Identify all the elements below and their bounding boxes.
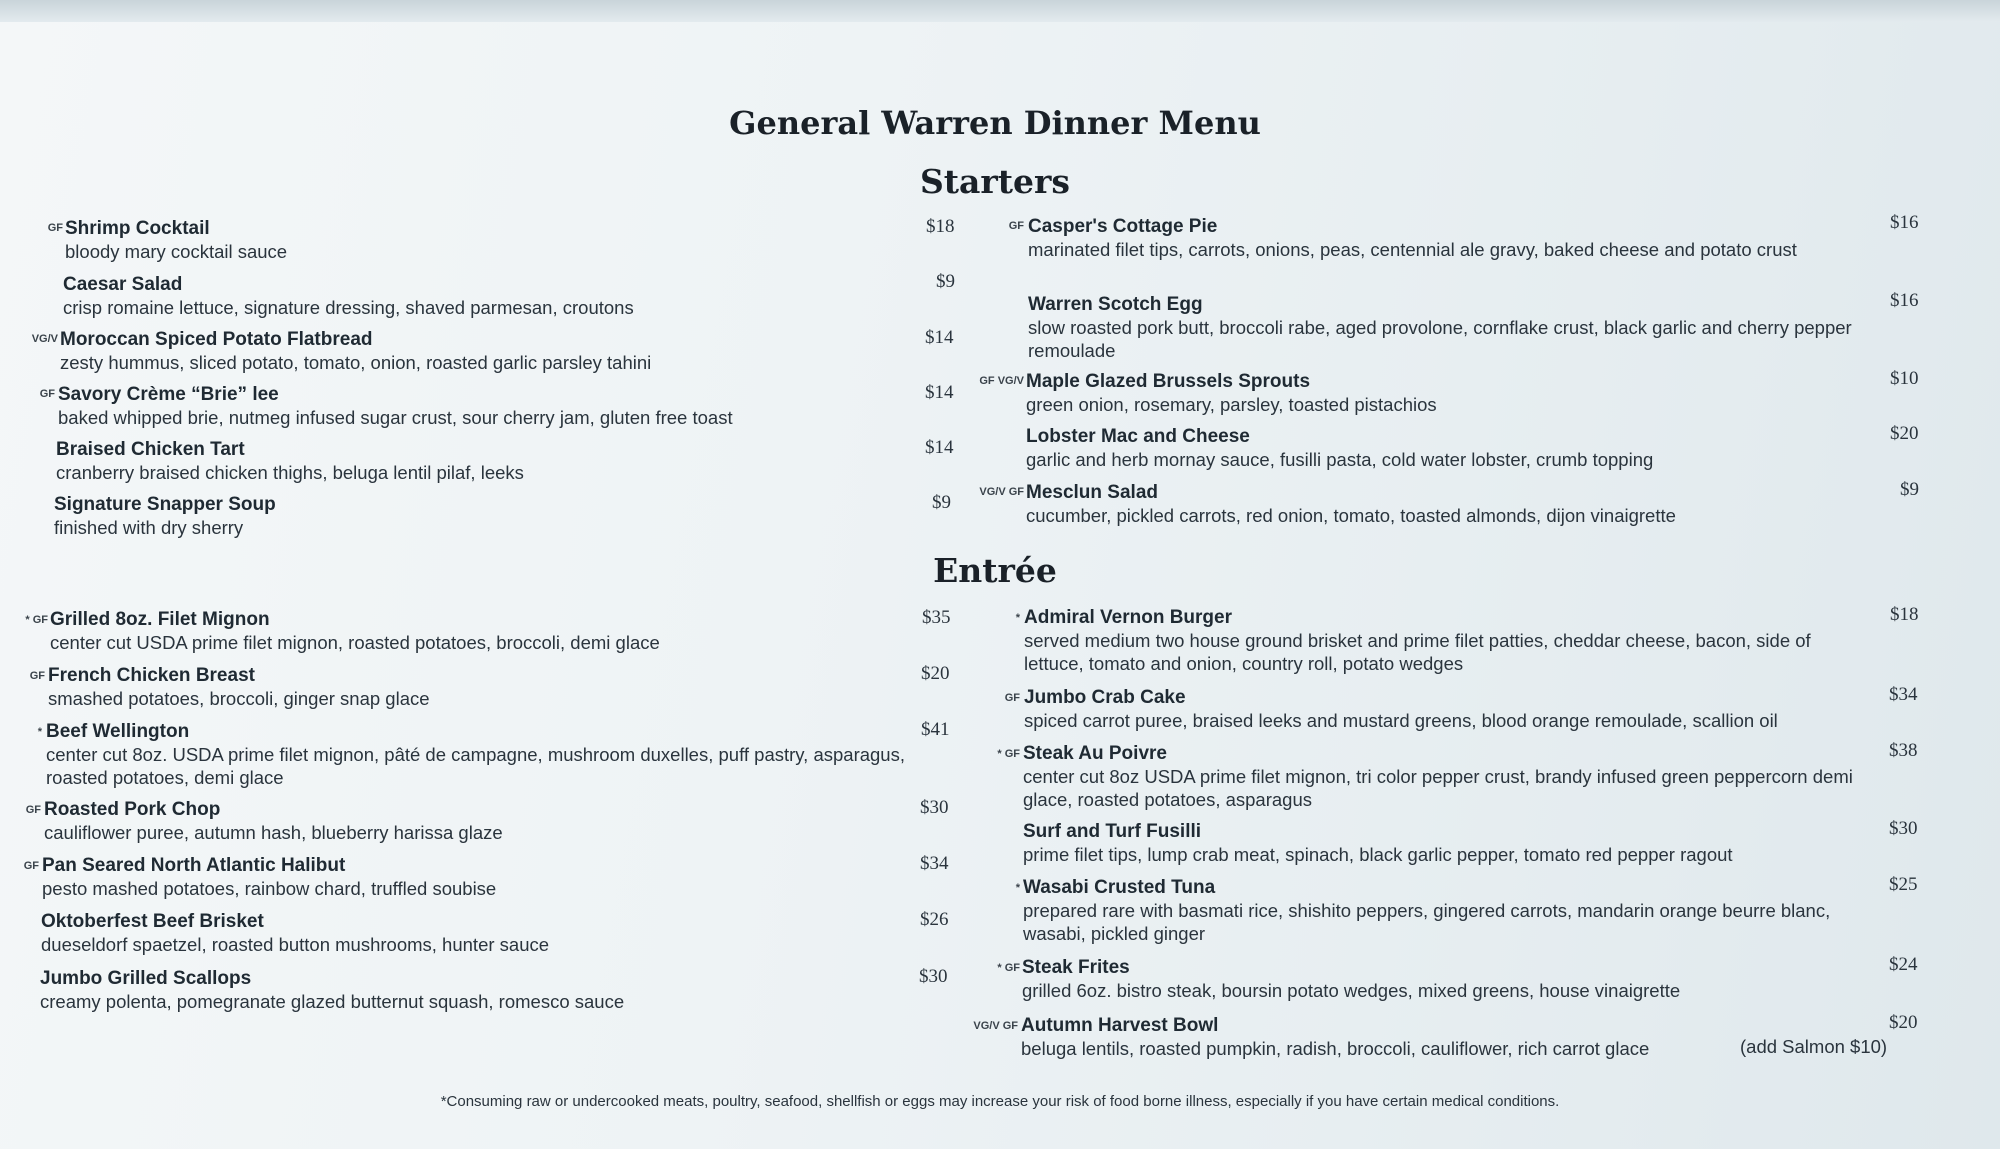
menu-item	[56, 438, 936, 484]
item-name: Jumbo Grilled Scallops	[40, 968, 252, 989]
item-description: center cut 8oz USDA prime filet mignon, tri color pepper crust, brandy infused green peppercorn demi glace, roasted potatoes, asparagus	[1023, 766, 1853, 810]
item-name: Beef Wellington	[46, 721, 190, 742]
menu-item	[1028, 293, 1868, 362]
item-name: Mesclun Salad	[1026, 482, 1158, 503]
menu-item	[46, 720, 926, 789]
menu-item	[65, 217, 945, 263]
menu-item	[1022, 956, 1862, 1002]
item-price: $9	[932, 492, 951, 513]
item-price: $26	[920, 909, 949, 930]
item-description: cauliflower puree, autumn hash, blueberry harissa glaze	[44, 822, 503, 843]
item-name: Autumn Harvest Bowl	[1021, 1015, 1219, 1036]
item-description: dueseldorf spaetzel, roasted button mushrooms, hunter sauce	[41, 934, 550, 955]
dietary-tag: VG/V GF	[979, 486, 1024, 498]
dietary-tag: * GF	[25, 614, 48, 626]
item-name: Steak Au Poivre	[1023, 743, 1167, 764]
menu-title: General Warren Dinner Menu	[729, 104, 1261, 142]
menu-item	[63, 273, 943, 319]
item-price: $30	[920, 797, 949, 818]
item-name: Surf and Turf Fusilli	[1023, 821, 1202, 842]
item-name: Roasted Pork Chop	[44, 799, 221, 820]
item-price: $14	[925, 382, 954, 403]
menu-item	[1026, 425, 1866, 471]
item-name: Shrimp Cocktail	[65, 218, 210, 239]
menu-item	[60, 328, 940, 374]
item-description: pesto mashed potatoes, rainbow chard, truffled soubise	[42, 878, 497, 899]
menu-item	[1021, 1014, 1861, 1060]
item-description: beluga lentils, roasted pumpkin, radish, broccoli, cauliflower, rich carrot glace	[1021, 1038, 1650, 1059]
item-name: Warren Scotch Egg	[1028, 294, 1203, 315]
item-price: $10	[1890, 368, 1919, 389]
dietary-tag: GF	[23, 860, 39, 872]
item-name: Admiral Vernon Burger	[1024, 607, 1232, 628]
item-description: served medium two house ground brisket and prime filet patties, cheddar cheese, bacon, side of lettuce, tomato and onion, country roll, potato wedges	[1024, 630, 1811, 674]
starters-heading: Starters	[919, 162, 1071, 201]
menu-item	[1026, 370, 1866, 416]
dietary-tag: GF	[47, 222, 63, 234]
item-name: Caesar Salad	[63, 274, 183, 295]
footnote: *Consuming raw or undercooked meats, poultry, seafood, shellfish or eggs may increase your risk of food borne illness, especially if you have certain medical conditions.	[440, 1093, 1560, 1110]
item-price: $30	[1889, 818, 1918, 839]
item-price: $14	[925, 437, 954, 458]
dietary-tag: *	[1015, 612, 1020, 624]
item-price: $18	[1890, 604, 1919, 625]
item-price: $20	[921, 663, 950, 684]
dietary-tag: GF	[25, 804, 41, 816]
item-price: $41	[921, 719, 950, 740]
dietary-tag: VG/V GF	[973, 1020, 1018, 1032]
item-price: $16	[1890, 290, 1919, 311]
item-price: $25	[1889, 874, 1918, 895]
menu-item	[54, 493, 934, 539]
item-price: $30	[919, 966, 948, 987]
item-description: garlic and herb mornay sauce, fusilli pasta, cold water lobster, crumb topping	[1026, 449, 1654, 470]
item-price: $9	[1900, 479, 1919, 500]
menu-item	[40, 967, 920, 1013]
item-name: Jumbo Crab Cake	[1024, 687, 1186, 708]
item-description: marinated filet tips, carrots, onions, peas, centennial ale gravy, baked cheese and potato crust	[1028, 239, 1797, 260]
item-price: $20	[1890, 423, 1919, 444]
menu-item	[1023, 820, 1863, 866]
menu-item	[48, 664, 928, 710]
menu-item	[44, 798, 924, 844]
item-name: Signature Snapper Soup	[54, 494, 276, 515]
item-addon: (add Salmon $10)	[1740, 1036, 1888, 1057]
item-price: $34	[920, 853, 949, 874]
paper-edge	[0, 0, 2000, 22]
menu-item	[1023, 876, 1863, 945]
dietary-tag: GF	[1004, 692, 1020, 704]
item-description: cucumber, pickled carrots, red onion, tomato, toasted almonds, dijon vinaigrette	[1026, 505, 1676, 526]
item-name: French Chicken Breast	[48, 665, 255, 686]
menu-item	[50, 608, 930, 654]
item-price: $35	[922, 607, 951, 628]
item-description: center cut USDA prime filet mignon, roasted potatoes, broccoli, demi glace	[50, 632, 660, 653]
item-price: $24	[1889, 954, 1918, 975]
menu-item	[41, 910, 921, 956]
item-name: Pan Seared North Atlantic Halibut	[42, 855, 346, 876]
dietary-tag: GF	[39, 388, 55, 400]
dietary-tag: GF	[1008, 220, 1024, 232]
item-description: creamy polenta, pomegranate glazed butternut squash, romesco sauce	[40, 991, 625, 1012]
item-name: Oktoberfest Beef Brisket	[41, 911, 264, 932]
item-price: $14	[925, 327, 954, 348]
item-price: $20	[1889, 1012, 1918, 1033]
menu-item	[1026, 481, 1866, 527]
entree-heading: Entrée	[933, 551, 1057, 590]
item-description: slow roasted pork butt, broccoli rabe, aged provolone, cornflake crust, black garlic and cherry pepper remoulade	[1028, 317, 1852, 361]
item-description: grilled 6oz. bistro steak, boursin potato wedges, mixed greens, house vinaigrette	[1022, 980, 1681, 1001]
item-description: bloody mary cocktail sauce	[65, 241, 288, 262]
item-description: spiced carrot puree, braised leeks and mustard greens, blood orange remoulade, scallion oil	[1024, 710, 1778, 731]
menu-item	[42, 854, 922, 900]
item-description: prepared rare with basmati rice, shishito peppers, gingered carrots, mandarin orange beurre blanc, wasabi, pickled ginger	[1023, 900, 1831, 944]
item-price: $38	[1889, 740, 1918, 761]
dietary-tag: *	[37, 726, 42, 738]
item-name: Braised Chicken Tart	[56, 439, 245, 460]
item-description: prime filet tips, lump crab meat, spinach, black garlic pepper, tomato red pepper ragout	[1023, 844, 1733, 865]
item-description: baked whipped brie, nutmeg infused sugar crust, sour cherry jam, gluten free toast	[58, 407, 733, 428]
item-price: $9	[936, 271, 955, 292]
dietary-tag: VG/V	[31, 333, 58, 345]
item-price: $16	[1890, 212, 1919, 233]
item-description: smashed potatoes, broccoli, ginger snap glace	[48, 688, 430, 709]
item-price: $34	[1889, 684, 1918, 705]
item-price: $18	[926, 216, 955, 237]
menu-item	[1024, 686, 1864, 732]
menu-item	[1028, 215, 1858, 261]
item-name: Maple Glazed Brussels Sprouts	[1026, 371, 1311, 392]
item-name: Casper's Cottage Pie	[1028, 216, 1218, 237]
item-description: crisp romaine lettuce, signature dressing, shaved parmesan, croutons	[63, 297, 634, 318]
item-name: Steak Frites	[1022, 957, 1130, 978]
item-description: green onion, rosemary, parsley, toasted pistachios	[1026, 394, 1437, 415]
dietary-tag: *	[1015, 882, 1020, 894]
dietary-tag: GF	[29, 670, 45, 682]
item-name: Grilled 8oz. Filet Mignon	[50, 609, 270, 630]
menu-item	[58, 383, 938, 429]
dietary-tag: * GF	[997, 962, 1020, 974]
item-name: Savory Crème “Brie” lee	[58, 384, 279, 405]
dietary-tag: * GF	[997, 748, 1020, 760]
menu-item	[1023, 742, 1853, 811]
menu-item	[1024, 606, 1864, 675]
item-description: cranberry braised chicken thighs, beluga lentil pilaf, leeks	[56, 462, 524, 483]
item-name: Wasabi Crusted Tuna	[1023, 877, 1216, 898]
item-description: center cut 8oz. USDA prime filet mignon, pâté de campagne, mushroom duxelles, puff pastry, asparagus, roasted potatoes, demi glace	[46, 744, 905, 788]
dietary-tag: GF VG/V	[979, 375, 1024, 387]
item-description: finished with dry sherry	[54, 517, 244, 538]
item-name: Lobster Mac and Cheese	[1026, 426, 1250, 447]
item-description: zesty hummus, sliced potato, tomato, onion, roasted garlic parsley tahini	[60, 352, 652, 373]
item-name: Moroccan Spiced Potato Flatbread	[60, 329, 373, 350]
